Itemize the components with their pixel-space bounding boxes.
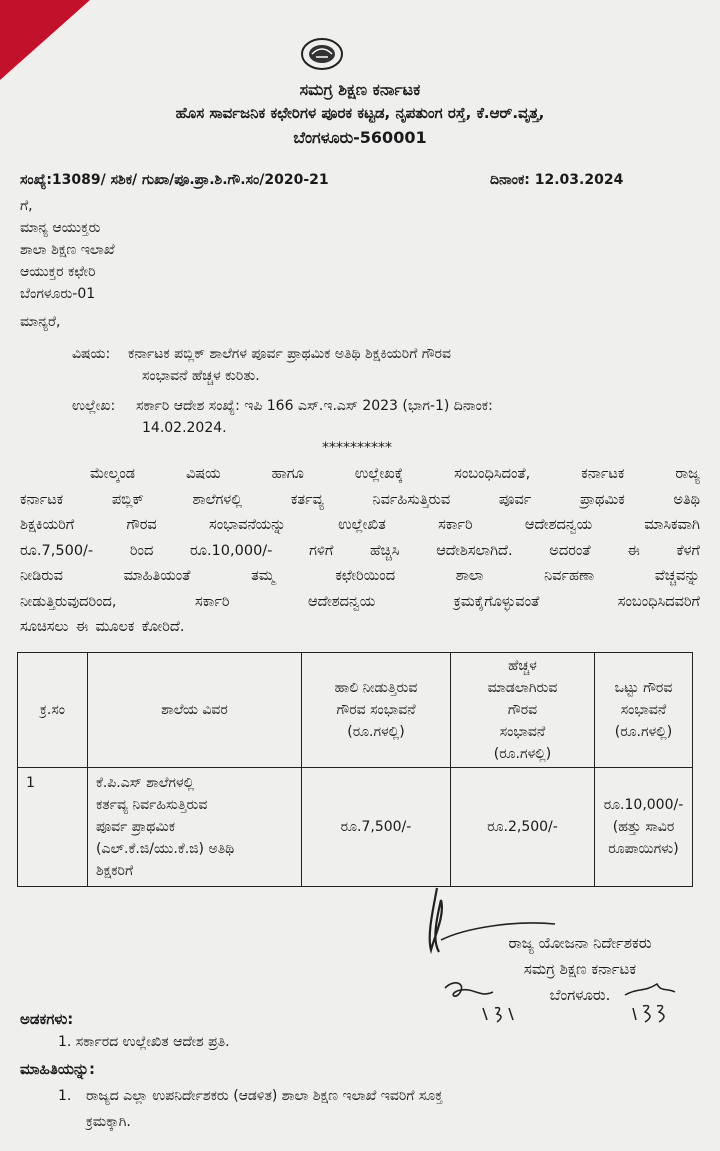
cell-line: (ಹತ್ತು ಸಾವಿರ — [612, 819, 675, 835]
body-word: ಶಾಲಾ — [455, 568, 484, 584]
body-line — [20, 615, 700, 641]
table-header-row — [18, 653, 693, 768]
reference-line: ಸರ್ಕಾರಿ ಆದೇಶ ಸಂಖ್ಯೆ: ಇಪಿ 166 ಎಸ್.ಇ.ಎಸ್ 2023 (ಭಾಗ-1) ದಿನಾಂಕ: — [136, 398, 493, 414]
cell-line: ಕರ್ತವ್ಯ ನಿರ್ವಹಿಸುತ್ತಿರುವ — [96, 797, 208, 813]
cell-school — [88, 768, 302, 887]
to-label: ಗೆ, — [20, 198, 33, 214]
body-word: ಆದೇಶದನ್ವಯ — [308, 593, 376, 610]
org-city: ಬೆಂಗಳೂರು-560001 — [293, 128, 427, 147]
cell-line: (ಎಲ್.ಕೆ.ಜಿ/ಯು.ಕೆ.ಜಿ) ಅತಿಥಿ — [96, 841, 235, 857]
cell-line: ಶಿಕ್ಷಕರಿಗೆ — [96, 863, 134, 879]
cell-line: ಪೂರ್ವ ಪ್ರಾಥಮಿಕ — [96, 819, 176, 835]
subject-line: ಸಂಭಾವನೆ ಹೆಚ್ಚಳ ಕುರಿತು. — [142, 368, 260, 384]
addressee-line: ಬೆಂಗಳೂರು-01 — [20, 286, 96, 302]
header-line: ಗೌರವ ಸಂಭಾವನೆ — [336, 702, 416, 718]
header-line: ಹಾಲಿ ನೀಡುತ್ತಿರುವ — [334, 680, 418, 696]
header-line: ಒಟ್ಟು ಗೌರವ — [614, 680, 673, 696]
body-word: ಸರ್ಕಾರಿ — [438, 517, 473, 533]
body-word: ಅದರಂತೆ — [549, 542, 591, 559]
body-word: ಮೇಲ್ಕಂಡ — [90, 466, 135, 482]
body-word: ನೀಡುತ್ತಿರುವುದರಿಂದ, — [20, 593, 117, 610]
body-word: ಶಾಲೆಗಳಲ್ಲಿ — [192, 491, 243, 508]
header-line: ಸಂಭಾವನೆ — [499, 724, 546, 740]
reference-label: ಉಲ್ಲೇಖ: — [72, 398, 116, 414]
body-word: ಆದೇಶಿಸಲಾಗಿದೆ. — [436, 542, 513, 559]
samagra-shikshana-logo-icon — [298, 36, 346, 72]
body-word: ಮಾಸಿಕವಾಗಿ — [644, 517, 700, 533]
org-name: ಸಮಗ್ರ ಶಿಕ್ಷಣ ಕರ್ನಾಟಕ — [299, 80, 421, 99]
body-line — [20, 513, 700, 539]
header-line: (ರೂ.ಗಳಲ್ಲಿ) — [614, 724, 673, 740]
info-label: ಮಾಹಿತಿಯನ್ನು: — [20, 1060, 96, 1078]
body-word: ಹಾಗೂ — [271, 466, 304, 482]
body-word: ರೂ.10,000/- — [190, 542, 273, 559]
col-header-sno: ಕ್ರ.ಸಂ — [18, 653, 88, 768]
body-word: ಅತಿಥಿ — [673, 491, 700, 508]
body-word: ಹೆಚ್ಚಿಸಿ — [370, 542, 400, 559]
body-line — [20, 564, 700, 590]
body-word: ವಿಷಯ — [185, 466, 221, 482]
org-address: ಹೊಸ ಸಾರ್ವಜನಿಕ ಕಛೇರಿಗಳ ಪೂರಕ ಕಟ್ಟಡ, ನೃಪತುಂಗ ರಸ್ತೆ, ಕೆ.ಆರ್.ವೃತ್ತ, — [175, 104, 545, 122]
info-item-line: ಕ್ರಮಕ್ಕಾಗಿ. — [86, 1114, 131, 1130]
body-word: ಪಬ್ಲಿಕ್ — [111, 491, 144, 508]
body-word: ನಿರ್ವಹಿಸುತ್ತಿರುವ — [372, 491, 451, 508]
table-row — [18, 768, 693, 887]
body-word: ಪೂರ್ವ — [498, 491, 532, 508]
body-word: ಕೋರಿದೆ. — [141, 619, 185, 635]
cell-line: ರೂ.10,000/- — [603, 797, 684, 813]
body-paragraph — [20, 462, 700, 641]
body-word: ಉಲ್ಲೇಖಕ್ಕೆ — [354, 466, 404, 482]
salutation: ಮಾನ್ಯರೆ, — [20, 314, 61, 330]
signatory-title: ರಾಜ್ಯ ಯೋಜನಾ ನಿರ್ದೇಶಕರು — [508, 934, 652, 952]
body-word: ಈ — [627, 542, 640, 559]
body-word: ಸಂಬಂಧಿಸಿದಂತೆ, — [454, 466, 531, 482]
addressee-line: ಮಾನ್ಯ ಆಯುಕ್ತರು — [20, 220, 101, 236]
header-line: (ರೂ.ಗಳಲ್ಲಿ) — [347, 724, 405, 740]
body-word: ಶಿಕ್ಷಕಿಯರಿಗೆ — [20, 517, 75, 533]
col-header-total — [595, 653, 693, 768]
addressee-line: ಆಯುಕ್ತರ ಕಛೇರಿ — [20, 264, 96, 280]
body-word: ಸರ್ಕಾರಿ — [195, 593, 230, 610]
col-header-school: ಶಾಲೆಯ ವಿವರ — [88, 653, 302, 768]
cell-current: ರೂ.7,500/- — [302, 768, 451, 887]
body-word: ಮೂಲಕ — [95, 619, 135, 635]
body-word: ಕ್ರಮಕೈಗೊಳ್ಳುವಂತೆ — [453, 593, 540, 610]
info-item-line: ರಾಜ್ಯದ ಎಲ್ಲಾ ಉಪನಿರ್ದೇಶಕರು (ಆಡಳಿತ) ಶಾಲಾ ಶಿಕ್ಷಣ ಇಲಾಖೆ ಇವರಿಗೆ ಸೂಕ್ತ — [86, 1088, 443, 1104]
enclosure-item: 1. ಸರ್ಕಾರದ ಉಲ್ಲೇಖಿತ ಆದೇಶ ಪ್ರತಿ. — [58, 1034, 230, 1050]
honorarium-table — [17, 652, 693, 887]
header-line: ಸಂಭಾವನೆ — [620, 702, 667, 718]
col-header-increase — [451, 653, 595, 768]
info-item-number: 1. — [58, 1088, 72, 1104]
body-word: ಸೂಚಿಸಲು — [20, 619, 69, 635]
body-word: ಕಛೇರಿಯಿಂದ — [335, 568, 396, 584]
body-word: ಕರ್ತವ್ಯ — [290, 491, 324, 508]
signatory-city: ಬೆಂಗಳೂರು. — [549, 986, 611, 1004]
body-word: ಕರ್ನಾಟಕ — [581, 466, 625, 482]
enclosures-label: ಅಡಕಗಳು: — [20, 1010, 74, 1028]
body-word: ಪ್ರಾಥಮಿಕ — [579, 491, 625, 508]
cell-line: ರೂಪಾಯಿಗಳು) — [608, 841, 679, 857]
body-word: ಗೌರವ — [126, 517, 157, 533]
body-word: ನಿರ್ವಹಣಾ — [544, 568, 595, 584]
body-line — [20, 488, 700, 514]
cell-total — [595, 768, 693, 887]
body-word: ಈ — [75, 619, 89, 635]
header-line: (ರೂ.ಗಳಲ್ಲಿ) — [493, 746, 552, 762]
reference-line: 14.02.2024. — [142, 420, 227, 436]
body-line — [20, 462, 700, 488]
body-word: ಸಂಬಂಧಿಸಿದವರಿಗೆ — [617, 593, 700, 610]
separator: ********** — [322, 440, 392, 456]
header-line: ಹೆಚ್ಚಳ — [508, 658, 537, 674]
body-word: ರಿಂದ — [129, 542, 154, 559]
body-word: ಗಳಿಗೆ — [309, 542, 334, 559]
body-word: ನೀಡಿರುವ — [20, 568, 63, 584]
body-line — [20, 590, 700, 616]
header-line: ಗೌರವ — [507, 702, 538, 718]
body-word: ರಾಜ್ಯ — [675, 466, 700, 482]
addressee-line: ಶಾಲಾ ಶಿಕ್ಷಣ ಇಲಾಖೆ — [20, 242, 115, 258]
header-line: ಮಾಡಲಾಗಿರುವ — [487, 680, 558, 696]
reference-number: ಸಂಖ್ಯೆ:13089/ ಸಶಿಕ/ ಗುಖಾ/ಪೂ.ಪ್ರಾ.ಶಿ.ಗೌ.ಸಂ/2020-21 — [20, 172, 329, 188]
cell-line: ಕೆ.ಪಿ.ಎಸ್ ಶಾಲೆಗಳಲ್ಲಿ — [96, 775, 195, 791]
col-header-current — [302, 653, 451, 768]
cell-sno: 1 — [18, 768, 88, 887]
body-word: ವೆಚ್ಚವನ್ನು — [654, 568, 700, 584]
body-word: ಉಲ್ಲೇಖಿತ — [338, 517, 386, 533]
body-word: ಕರ್ನಾಟಕ — [20, 491, 64, 508]
subject-label: ವಿಷಯ: — [72, 346, 111, 362]
letter-date: ದಿನಾಂಕ: 12.03.2024 — [490, 172, 624, 188]
cell-increase: ರೂ.2,500/- — [451, 768, 595, 887]
signatory-org: ಸಮಗ್ರ ಶಿಕ್ಷಣ ಕರ್ನಾಟಕ — [523, 960, 637, 978]
body-word: ಆದೇಶದನ್ವಯ — [524, 517, 593, 533]
subject-line: ಕರ್ನಾಟಕ ಪಬ್ಲಿಕ್ ಶಾಲೆಗಳ ಪೂರ್ವ ಪ್ರಾಥಮಿಕ ಅತಿಥಿ ಶಿಕ್ಷಕಿಯರಿಗೆ ಗೌರವ — [128, 346, 451, 362]
body-word: ಮಾಹಿತಿಯಂತೆ — [123, 568, 191, 584]
body-line — [20, 539, 700, 565]
body-word: ತಮ್ಮ — [251, 568, 275, 584]
body-word: ರೂ.7,500/- — [20, 542, 94, 559]
body-word: ಕೆಳಗೆ — [676, 542, 700, 559]
body-word: ಸಂಭಾವನೆಯನ್ನು — [209, 517, 286, 533]
signature-block — [455, 930, 705, 1008]
